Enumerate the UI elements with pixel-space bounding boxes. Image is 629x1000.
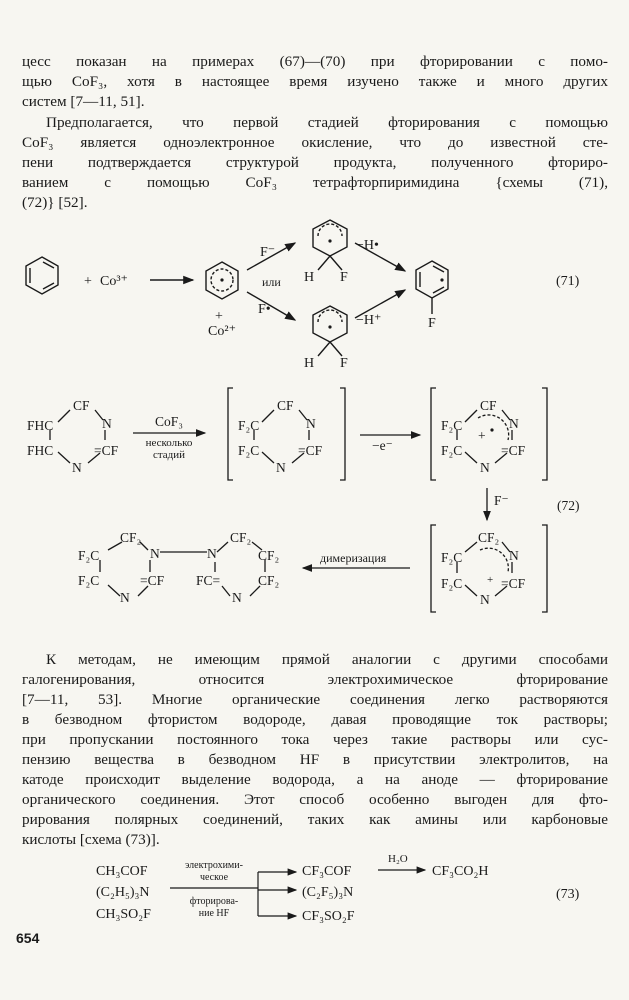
sigma-complex-bottom	[313, 306, 347, 342]
condition-label: фторирова-	[189, 896, 239, 907]
atom-label: =CF	[501, 576, 526, 591]
sigma-complex-top	[313, 220, 347, 256]
reagent-label: CoF₃	[155, 414, 183, 429]
atom-label: CF	[480, 398, 497, 413]
or-label: или	[262, 275, 281, 289]
atom-label: F₂C	[441, 576, 463, 591]
atom-label: =CF	[298, 443, 323, 458]
reagent-note: несколько	[145, 437, 193, 449]
text-line: (72)} [52].	[22, 194, 88, 211]
minus-h-radical-label: −H•	[356, 238, 379, 253]
atom-label: =CF	[501, 443, 526, 458]
text-line: CoF₃ является одноэлектронное окисление, что до известной сте-	[22, 134, 608, 151]
text-line: в безводном фтористом водороде, давая проводящие ток растворы;	[22, 711, 608, 728]
atom-label: N	[480, 592, 490, 607]
text-line: органического соединения. Этот способ особенно выгоден для фто-	[22, 791, 608, 808]
text-line: К методам, не имеющим прямой аналогии с другими способами	[46, 651, 608, 668]
atom-label: F₂C	[441, 550, 463, 565]
atom-label: N	[102, 416, 112, 431]
plus-sign: +	[487, 574, 494, 586]
text-line: [7—11, 53]. Многие органические соединения легко растворяются	[22, 691, 608, 708]
f-minus-label: F⁻	[260, 245, 276, 260]
f-atom: F	[340, 356, 348, 371]
atom-label: N	[509, 416, 519, 431]
atom-label: CF₂	[258, 573, 280, 588]
atom-label: F₂C	[78, 573, 100, 588]
scheme-71	[0, 0, 629, 380]
paragraph-3	[22, 650, 608, 850]
f-atom: F	[428, 316, 436, 331]
text-line: ванием с помощью CoF₃ тетрафторпиримидина {схемы (71),	[22, 174, 608, 191]
reactant-label: CH₃SO₂F	[96, 907, 151, 922]
benzene-ring	[26, 257, 58, 294]
final-product-label: CF₃CO₂H	[432, 864, 489, 879]
product-label: CF₃COF	[302, 864, 352, 879]
scheme-72	[0, 380, 629, 620]
page-number: 654	[16, 930, 40, 946]
text-line: пени подтверждается структурой продукта, полученного фториро-	[22, 154, 608, 171]
cobalt-3-label: Co³⁺	[100, 274, 128, 289]
atom-label: F₂C	[238, 418, 260, 433]
atom-label: F₂C	[78, 548, 100, 563]
text-line: катоде происходит выделение водорода, а на аноде — фторирование	[22, 771, 608, 788]
h-atom: H	[304, 356, 315, 371]
dimerization-label: димеризация	[320, 551, 387, 565]
atom-label: N	[150, 546, 160, 561]
condition-label: электрохими-	[185, 860, 243, 871]
cobalt-2-label: Co²⁺	[208, 324, 236, 339]
atom-label: N	[306, 416, 316, 431]
product-label: CF₃SO₂F	[302, 909, 355, 924]
reactant-label: (C₂H₅)₃N	[96, 885, 150, 900]
reagent-note: стадий	[152, 449, 186, 461]
h-atom: H	[304, 270, 315, 285]
atom-label: =CF	[94, 443, 119, 458]
atom-label: CF₂	[230, 530, 252, 545]
atom-label: CF₂	[120, 530, 142, 545]
condition-label: ческое	[199, 872, 229, 883]
water-label: H₂O	[388, 853, 408, 865]
minus-h-plus-label: −H⁺	[356, 313, 382, 328]
condition-label: ние HF	[198, 908, 230, 919]
scheme-number: (71)	[556, 274, 580, 289]
text-line: кислоты [схема (73)].	[22, 831, 160, 848]
atom-label: N	[72, 460, 82, 475]
atom-label: CF₂	[478, 530, 500, 545]
atom-label: F₂C	[441, 443, 463, 458]
atom-label: N	[509, 548, 519, 563]
atom-label: =CF	[140, 573, 165, 588]
f-minus-label: F⁻	[494, 493, 509, 508]
f-atom: F	[340, 270, 348, 285]
atom-label: FC=	[196, 573, 221, 588]
f-radical-label: F•	[258, 302, 271, 317]
atom-label: F₂C	[238, 443, 260, 458]
scheme-73	[0, 850, 629, 950]
scheme-number: (72)	[557, 498, 580, 513]
plus-sign: +	[478, 428, 486, 443]
text-line: рирования полярных соединений, таких как амины или карбоновые	[22, 811, 608, 828]
product-label: (C₂F₅)₃N	[302, 885, 354, 900]
atom-label: CF	[73, 398, 90, 413]
atom-label: N	[276, 460, 286, 475]
text-line: галогенирования, относится электрохимическое фторирование	[22, 671, 608, 688]
atom-label: FHC	[27, 418, 54, 433]
text-line: Предполагается, что первой стадией фторирования с помощью	[46, 114, 608, 131]
reactant-label: CH₃COF	[96, 864, 148, 879]
text-line: пензию вещества в безводном HF в присутствии электролитов, на	[22, 751, 608, 768]
atom-label: F₂C	[441, 418, 463, 433]
atom-label: FHC	[27, 443, 54, 458]
text-line: щью CoF₃, хотя в настоящее время изучено также и много других	[22, 73, 608, 90]
text-line: цесс показан на примерах (67)—(70) при фторировании с помо-	[22, 53, 608, 70]
scheme-number: (73)	[556, 887, 580, 902]
atom-label: CF	[277, 398, 294, 413]
plus-sign: +	[84, 274, 92, 289]
atom-label: N	[232, 590, 242, 605]
minus-electron-label: −e⁻	[372, 438, 393, 453]
atom-label: N	[207, 546, 217, 561]
text-line: при пропускании постоянного тока через такие растворы или сус-	[22, 731, 608, 748]
text-line: систем [7—11, 51].	[22, 93, 145, 110]
atom-label: CF₂	[258, 548, 280, 563]
plus-sign: +	[215, 309, 223, 324]
atom-label: N	[480, 460, 490, 475]
atom-label: N	[120, 590, 130, 605]
